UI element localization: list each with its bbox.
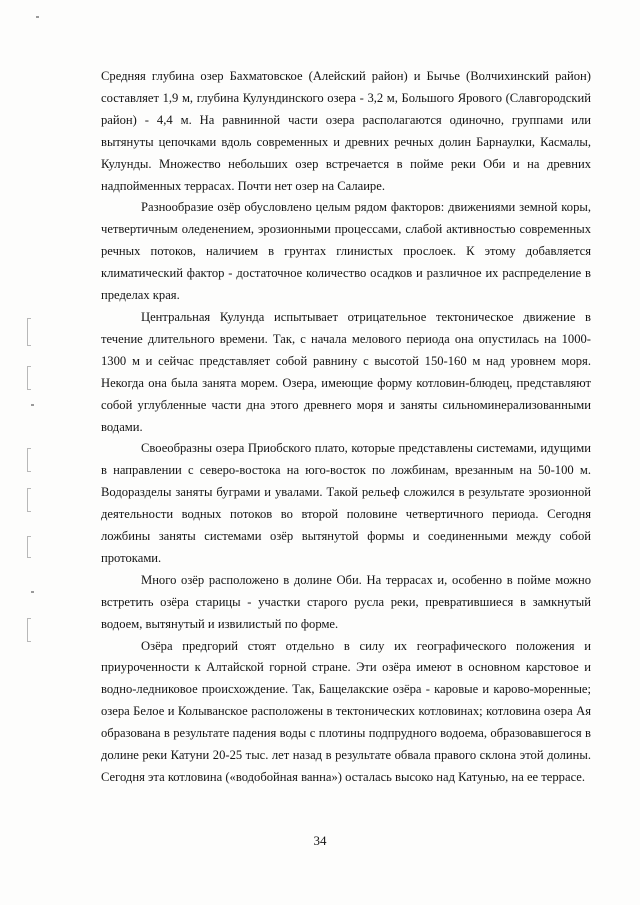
body-text [101, 66, 591, 789]
scan-mark [27, 366, 31, 390]
paragraph: Разнообразие озёр обусловлено целым рядом факторов: движениями земной коры, четвертичным оледенением, эрозионными процессами, слабой активностью современных речных потоков, наличием в грунтах глинистых прослоек. К этому добавляется климатический фактор - достаточное количество осадков и различное их распределение в пределах края. [101, 200, 591, 303]
scan-mark [27, 318, 31, 346]
paragraph: Озёра предгорий стоят отдельно в силу их географического положения и приуроченности к Алтайской горной стране. Эти озёра имеют в основном карстовое и водно-ледниковое происхождение. Так, Бащелакские озёра - каровые и карово-моренные; озера Белое и Колыванское расположены в тектонических котловинах; котловина озера Ая образована в результате падения воды с плотины подпрудного водоема, образовавшегося в долине реки Катуни 20-25 тыс. лет назад в результате обвала правого склона этой долины. Сегодня эта котловина («водобойная ванна») осталась высоко над Катунью, на ее террасе. [101, 638, 591, 784]
scan-mark [27, 488, 31, 512]
paragraph: Центральная Кулунда испытывает отрицательное тектоническое движение в течение длительного времени. Так, с начала мелового периода она опустилась на 1000-1300 м и сейчас представляет собой равнину с высотой 150-160 м над уровнем моря. Некогда она была занята морем. Озера, имеющие форму котловин-блюдец, представляют собой углубленные части дна этого древнего моря и заняты сильноминерализованными водами. [101, 309, 591, 434]
scan-dot [31, 591, 34, 593]
scan-mark [27, 536, 31, 558]
scan-mark [27, 448, 31, 472]
paragraph: Средняя глубина озер Бахматовское (Алейский район) и Бычье (Волчихинский район) составляет 1,9 м, глубина Кулундинского озера - 3,2 м, Большого Ярового (Славгородский район) - 4,4 м. На равнинной части озера располагаются одиночно, группами или вытянуты цепочками вдоль современных и древних речных долин Барнаулки, Касмалы, Кулунды. Множество небольших озер встречается в пойме реки Оби и на древних надпойменных террасах. Почти нет озер на Салаире. [101, 69, 591, 193]
paragraph: Много озёр расположено в долине Оби. На террасах и, особенно в пойме можно встретить озёра старицы - участки старого русла реки, превратившиеся в замкнутый водоем, вытянутый и извилистый по форме. [101, 572, 591, 631]
page-number: 34 [313, 833, 327, 848]
scan-dot [36, 16, 39, 18]
scan-mark [27, 618, 31, 642]
scan-dot [31, 404, 34, 406]
paragraph: Своеобразны озера Приобского плато, которые представлены системами, идущими в направлении с северо-востока на юго-восток по ложбинам, врезанным на 50-100 м. Водоразделы заняты буграми и увалами. Такой рельеф сложился в результате эрозионной деятельности водных потоков во второй половине четвертичного периода. Сегодня ложбины заняты системами озёр вытянутой формы и соединенными между собой протоками. [101, 441, 591, 565]
